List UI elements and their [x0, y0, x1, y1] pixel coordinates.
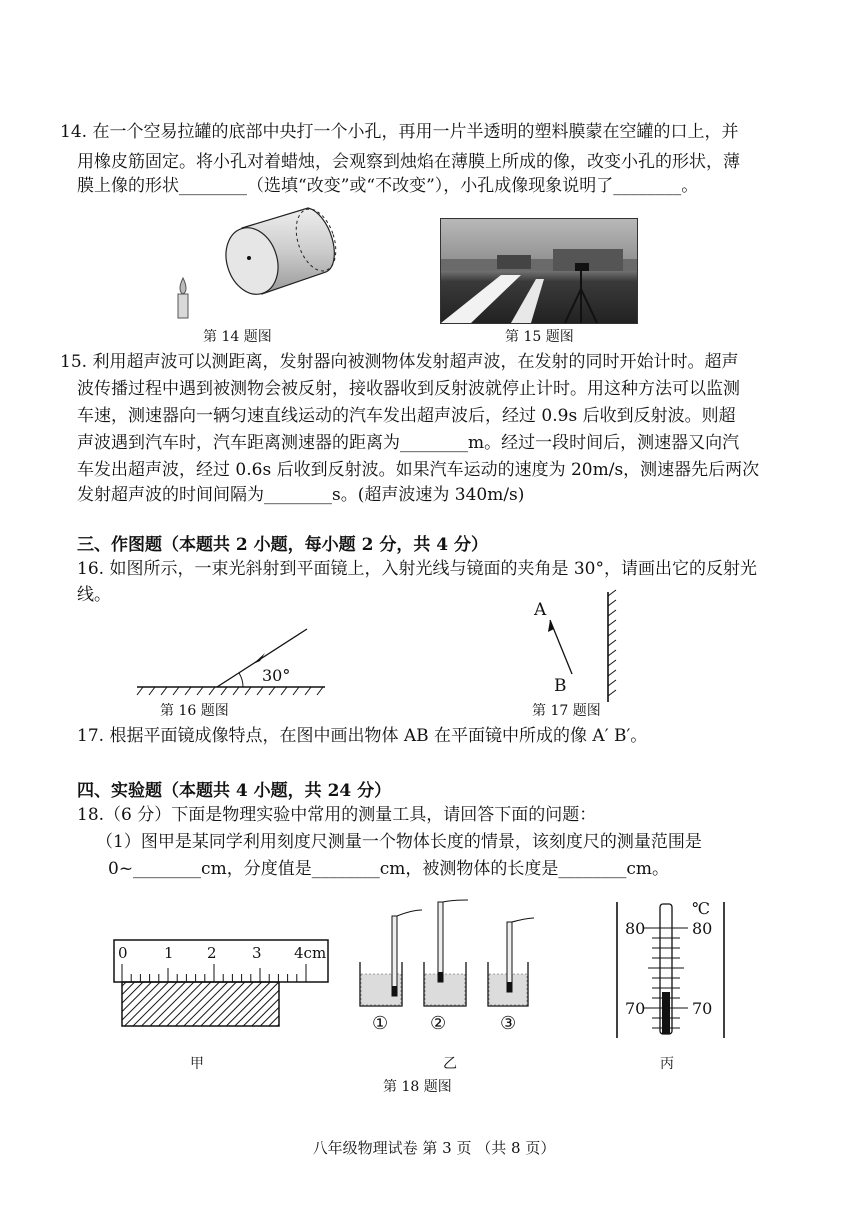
q16-line-2: 线。 [77, 585, 111, 605]
q17-text: 17. 根据平面镜成像特点，在图中画出物体 AB 在平面镜中所成的像 A′ B′。 [77, 726, 648, 746]
ruler-label-3: 3 [252, 944, 262, 962]
q16-line-1: 16. 如图所示，一束光斜射到平面镜上，入射光线与镜面的夹角是 30°，请画出它的反射光 [77, 559, 757, 579]
section-3-title: 三、作图题（本题共 2 小题，每小题 2 分，共 4 分） [77, 535, 488, 555]
thermometer-left-70: 70 [625, 999, 646, 1018]
q14-line-1: 14. 在一个空易拉罐的底部中央打一个小孔，再用一片半透明的塑料膜蒙在空罐的口上，并 [60, 122, 739, 142]
beaker-thermometer-figure [352, 896, 542, 1011]
ruler-label-4cm: 4cm [294, 944, 327, 962]
q14-line-2: 用橡皮筋固定。将小孔对着蜡烛，会观察到烛焰在薄膜上所成的像，改变小孔的形状，薄 [77, 152, 740, 172]
beaker-label-2: ② [430, 1013, 447, 1034]
ruler-label-0: 0 [118, 944, 128, 962]
page-footer: 八年级物理试卷 第 3 页 （共 8 页） [312, 1139, 556, 1157]
q14-figure-caption: 第 14 题图 [203, 329, 272, 345]
section-4-title: 四、实验题（本题共 4 小题，共 24 分） [77, 781, 392, 801]
photo-scene-drawing [441, 219, 637, 323]
thermometer-liquid-column [662, 992, 670, 1034]
q15-line-5: 车发出超声波，经过 0.6s 后收到反射波。如果汽车运动的速度为 20m/s，测速器先后两次 [77, 460, 760, 480]
q15-line-2: 波传播过程中遇到被测物会被反射，接收器收到反射波就停止计时。用这种方法可以监测 [77, 379, 740, 399]
q18-line-2: （1）图甲是某同学利用刻度尺测量一个物体长度的情景，该刻度尺的测量范围是 [96, 832, 702, 852]
ruler-label-1: 1 [164, 944, 174, 962]
q15-figure-caption: 第 15 题图 [505, 329, 574, 345]
q17-label-b: B [554, 676, 567, 696]
q15-line-6: 发射超声波的时间间隔为________s。(超声波速为 340m/s) [77, 485, 525, 505]
thermometer-unit: ℃ [692, 899, 710, 918]
q17-label-a: A [534, 600, 547, 620]
ruler-label-2: 2 [207, 944, 217, 962]
beaker-label-1: ① [372, 1013, 389, 1034]
q16-mirror-figure [135, 625, 335, 700]
q18-line-1: 18.（6 分）下面是物理实验中常用的测量工具，请回答下面的问题： [77, 805, 597, 825]
thermometer-left-80: 80 [625, 919, 646, 938]
sub-label-yi: 乙 [443, 1056, 457, 1072]
q18-line-3: 0~________cm，分度值是________cm，被测物体的长度是________cm。 [108, 859, 669, 879]
thermometer-right-80: 80 [692, 919, 713, 938]
beaker-label-3: ③ [500, 1013, 517, 1034]
speed-camera-photo [440, 218, 638, 324]
thermometer-right-70: 70 [692, 999, 713, 1018]
q16-figure-caption: 第 16 题图 [160, 703, 229, 719]
sub-label-jia: 甲 [190, 1056, 204, 1072]
q18-figure-caption: 第 18 题图 [383, 1079, 452, 1095]
q15-line-4: 声波遇到汽车时，汽车距离测速器的距离为________m。经过一段时间后，测速器又向汽 [77, 433, 740, 453]
q14-line-3: 膜上像的形状________（选填“改变”或“不改变”），小孔成像现象说明了________。 [77, 176, 699, 196]
q15-line-3: 车速，测速器向一辆匀速直线运动的汽车发出超声波后，经过 0.9s 后收到反射波。则超 [77, 406, 736, 426]
q16-angle-label: 30° [262, 666, 291, 685]
q15-line-1: 15. 利用超声波可以测距离，发射器向被测物体发射超声波，在发射的同时开始计时。超声 [60, 352, 739, 372]
can-and-candle-figure [170, 200, 350, 330]
sub-label-bing: 丙 [660, 1056, 674, 1072]
q17-figure-caption: 第 17 题图 [532, 703, 601, 719]
